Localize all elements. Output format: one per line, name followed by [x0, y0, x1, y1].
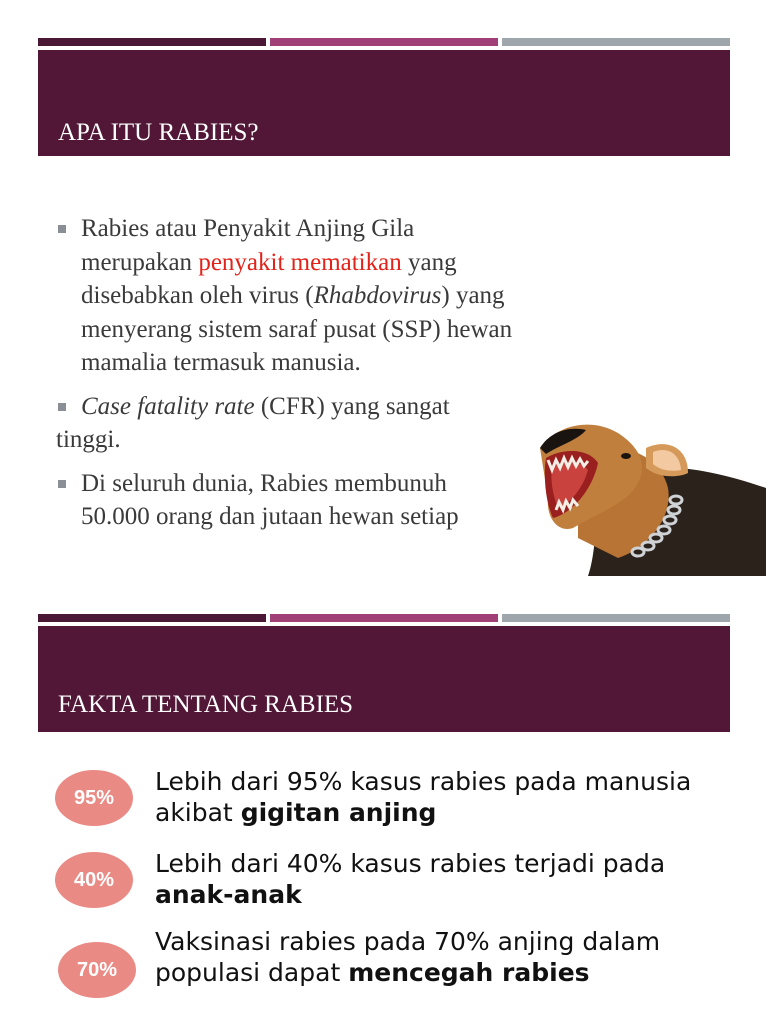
accent-stripe-grey [502, 614, 730, 622]
slide-1-title: APA ITU RABIES? [58, 119, 259, 146]
accent-stripe-magenta [270, 38, 498, 46]
square-bullet-icon [58, 225, 66, 233]
accent-stripe-dark [38, 38, 266, 46]
bullet-worldwide-deaths: Di seluruh dunia, Rabies membunuh 50.000 orang dan jutaan hewan setiap [56, 467, 516, 534]
fact-text: Lebih dari 40% kasus rabies terjadi pada anak-anak [155, 849, 666, 909]
accent-stripe-magenta [270, 614, 498, 622]
bullet-rabies-definition: Rabies atau Penyakit Anjing Gila merupakan penyakit mematikan yang disebabkan oleh virus (Rhabdovirus) yang menyerang sistem saraf pusat (SSP) hewan mamalia termasuk manusia. [56, 212, 516, 380]
snarling-dog-image [538, 418, 766, 576]
square-bullet-icon [58, 480, 66, 488]
highlight-penyakit-mematikan: penyakit mematikan [198, 248, 402, 276]
fact-text: Lebih dari 95% kasus rabies pada manusia akibat gigitan anjing [155, 767, 692, 827]
slide-2-title-banner [38, 626, 730, 732]
square-bullet-icon [58, 403, 66, 411]
percent-badge: 70% [58, 942, 136, 998]
percent-badge: 95% [55, 770, 133, 826]
slide-2-title: FAKTA TENTANG RABIES [58, 691, 354, 718]
percent-badge: 40% [55, 852, 133, 908]
slide-1-body [56, 212, 516, 534]
bullet-case-fatality-rate: Case fatality rate (CFR) yang sangat tinggi. [56, 392, 450, 453]
accent-stripe-dark [38, 614, 266, 622]
slide-1-title-banner [38, 50, 730, 156]
accent-stripe-grey [502, 38, 730, 46]
fact-text: Vaksinasi rabies pada 70% anjing dalam populasi dapat mencegah rabies [155, 927, 661, 987]
